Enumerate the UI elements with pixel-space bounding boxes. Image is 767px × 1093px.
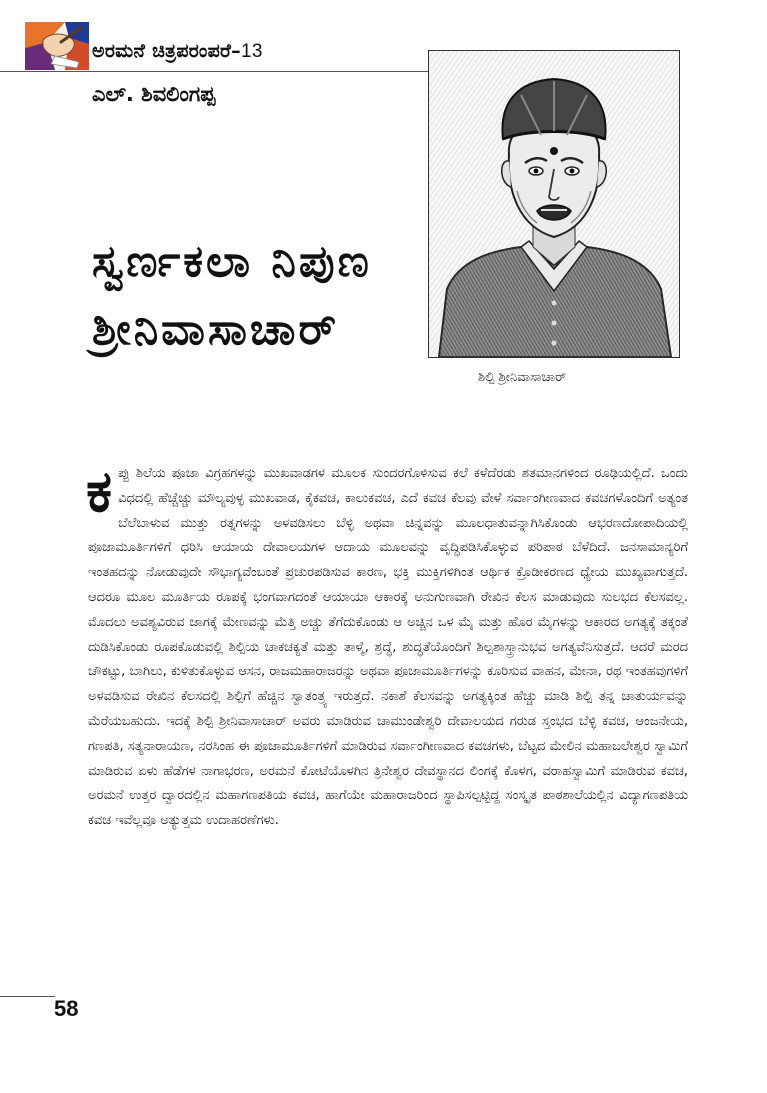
header-rule bbox=[0, 71, 430, 72]
author-name: ಎಲ್‌. ಶಿವಲಿಂಗಪ್ಪ bbox=[92, 82, 216, 106]
headline-line-2: ಶ್ರೀನಿವಾಸಾಚಾರ್ bbox=[92, 304, 339, 355]
series-logo bbox=[25, 22, 89, 70]
series-title bbox=[92, 40, 263, 63]
painting-hand-logo-icon bbox=[25, 22, 89, 70]
article-body bbox=[86, 457, 688, 834]
headline-line-1: ಸ್ವರ್ಣಕಲಾ ನಿಪುಣ bbox=[92, 236, 372, 287]
article-paragraph: ಪ್ಪು ಶಿಲೆಯ ಪೂಜಾ ವಿಗ್ರಹಗಳನ್ನು ಮುಖವಾಡಗಳ ಮೂಲಕ ಸುಂದರಗೊಳಿಸುವ ಕಲೆ ಕಳೆದೆರಡು ಶತಮಾನಗಳಿಂದ ರೂಢಿಯಲ್ಲಿದೆ. ಒಂದು ವಿಧದಲ್ಲಿ ಹೆಚ್ಚೆಚ್ಚು ಮೌಲ್ಯವುಳ್ಳ ಮುಖವಾಡ, ಕೈಕವಚ, ಕಾಲುಕವಚ, ಎದೆ ಕವಚ ಕೆಲವು ವೇಳೆ ಸರ್ವಾಂಗೀಣವಾದ ಕವಚಗಳೊಂದಿಗೆ ಅತ್ಯಂತ ಬೆಲೆಬಾಳುವ ಮುತ್ತು ರತ್ನಗಳನ್ನು ಅಳವಡಿಸಲು ಬೆಳ್ಳಿ ಅಥವಾ ಚಿನ್ನವನ್ನು ಮೂಲಧಾತುವನ್ನಾಗಿಸಿಕೊಂಡು ಆಭರಣದೋಪಾದಿಯಲ್ಲಿ ಪೂಜಾಮೂರ್ತಿಗಳಿಗೆ ಧರಿಸಿ ಆಯಾಯ ದೇವಾಲಯಗಳ ಆದಾಯ ಮೂಲವನ್ನು ವೃದ್ಧಿಪಡಿಸಿಕೊಳ್ಳುವ ಪರಿಪಾಠ ಬೆಳೆದಿದೆ. ಜನಸಾಮಾನ್ಯರಿಗೆ ಇಂತಹದನ್ನು ನೋಡುವುದೇ ಸೌಭಾಗ್ಯವೆಂಬಂತೆ ಪ್ರಚುರಪಡಿಸುವ ಕಾರಣ, ಭಕ್ತಿ ಮುಕ್ತಿಗಳಿಗಿಂತ ಆರ್ಥಿಕ ಕ್ರೊಡೀಕರಣದ ಧ್ಯೇಯ ಮುಖ್ಯವಾಗುತ್ತದೆ. ಆದರೂ ಮೂಲ ಮೂರ್ತಿಯ ರೂಪಕ್ಕೆ ಭಂಗವಾಗದಂತೆ ಆಯಾಯಾ ಆಕಾರಕ್ಕೆ ಅನುಗುಣವಾಗಿ ರೇಖಿನ ಕೆಲಸ ಮಾಡುವುದು ಸುಲಭದ ಕೆಲಸವಲ್ಲ. ಮೊದಲು ಅವಶ್ಯವಿರುವ ಜಾಗಕ್ಕೆ ಮೇಣವನ್ನು ಮೆತ್ತಿ ಅಚ್ಚು ತೆಗೆದುಕೊಂಡು ಆ ಅಚ್ಚಿನ ಒಳ ಮೈ ಮತ್ತು ಹೊರ ಮೈಗಳನ್ನು ಆಕಾರದ ಅಗತ್ಯಕ್ಕೆ ತಕ್ಕಂತೆ ದುಡಿಸಿಕೊಂಡು ರೂಪಕೊಡುವಲ್ಲಿ ಶಿಲ್ಪಿಯ ಚಾಕಚಕ್ಯತೆ ಮತ್ತು ತಾಳ್ಮೆ, ಶ್ರದ್ಧೆ, ಶುದ್ಧತೆಯೊಂದಿಗೆ ಶಿಲ್ಪಶಾಸ್ತ್ರಾನುಭವ ಅಗತ್ಯವೆನಿಸುತ್ತದೆ. ಆದರೆ ಮರದ ಚೌಕಟ್ಟು, ಬಾಗಿಲು, ಕುಳಿತುಕೊಳ್ಳುವ ಆಸನ, ರಾಜಮಹಾರಾಜರನ್ನು ಅಥವಾ ಪೂಜಾಮೂರ್ತಿಗಳನ್ನು ಕೂರಿಸುವ ವಾಹನ, ಮೇನಾ, ರಥ ಇಂತಹವುಗಳಿಗೆ ಅಳವಡಿಸುವ ರೇಖಿನ ಕೆಲಸದಲ್ಲಿ ಶಿಲ್ಪಿಗೆ ಹೆಚ್ಚಿನ ಸ್ವಾತಂತ್ರ್ಯ ಇರುತ್ತದೆ. ನಕಾಶೆ ಕೆಲಸವನ್ನು ಅಗತ್ಯಕ್ಕಿಂತ ಹೆಚ್ಚು ಮಾಡಿ ಶಿಲ್ಪಿ ತನ್ನ ಚಾತುರ್ಯವನ್ನು ಮೆರೆಯಬಹುದು. ಇದಕ್ಕೆ ಶಿಲ್ಪಿ ಶ್ರೀನಿವಾಸಾಚಾರ್ ಅವರು ಮಾಡಿರುವ ಚಾಮುಂಡೇಶ್ವರಿ ದೇವಾಲಯದ ಗರುಡ ಸ್ತಂಭದ ಬೆಳ್ಳಿ ಕವಚ, ಆಂಜನೇಯ, ಗಣಪತಿ, ಸತ್ಯನಾರಾಯಣ, ನರಸಿಂಹ ಈ ಪೂಜಾಮೂರ್ತಿಗಳಿಗೆ ಮಾಡಿರುವ ಸರ್ವಾಂಗೀಣವಾದ ಕವಚಗಳು, ಬೆಟ್ಟದ ಮೇಲಿನ ಮಹಾಬಲೇಶ್ವರ ಸ್ವಾಮಿಗೆ ಮಾಡಿರುವ ಏಳು ಹೆಡೆಗಳ ನಾಗಾಭರಣ, ಅರಮನೆ ಕೋಟೆಯೊಳಗಿನ ತ್ರಿನೇಶ್ವರ ದೇವಸ್ಥಾನದ ಲಿಂಗಕ್ಕೆ ಕೊಳಗ, ವರಾಹಸ್ವಾಮಿಗೆ ಮಾಡಿರುವ ಕವಚ, ಅರಮನೆ ಉತ್ತರ ದ್ವಾರದಲ್ಲಿನ ಮಹಾಗಣಪತಿಯ ಕವಚ, ಹಾಗೆಯೇ ಮಹಾರಾಜರಿಂದ ಸ್ಥಾಪಿಸಲ್ಪಟ್ಟಿದ್ದ ಸಂಸ್ಕೃತ ಪಾಠಶಾಲೆಯಲ್ಲಿನ ವಿದ್ಯಾಗಣಪತಿಯ ಕವಚ ಇವೆಲ್ಲವೂ ಅತ್ಯುತ್ತಮ ಉದಾಹರಣೆಗಳು. bbox=[88, 466, 688, 829]
page-number-rule bbox=[0, 996, 55, 997]
portrait-sketch bbox=[429, 51, 679, 357]
headline bbox=[92, 228, 372, 364]
portrait-caption: ಶಿಲ್ಪಿ ಶ್ರೀನಿವಾಸಾಚಾರ್ bbox=[478, 370, 567, 385]
series-title-text: ಅರಮನೆ ಚಿತ್ರಪರಂಪರೆ– bbox=[92, 40, 241, 62]
series-number: 13 bbox=[240, 41, 263, 62]
portrait-image bbox=[428, 50, 680, 358]
page-number: 58 bbox=[54, 996, 79, 1021]
drop-cap: ಕ bbox=[86, 457, 113, 525]
